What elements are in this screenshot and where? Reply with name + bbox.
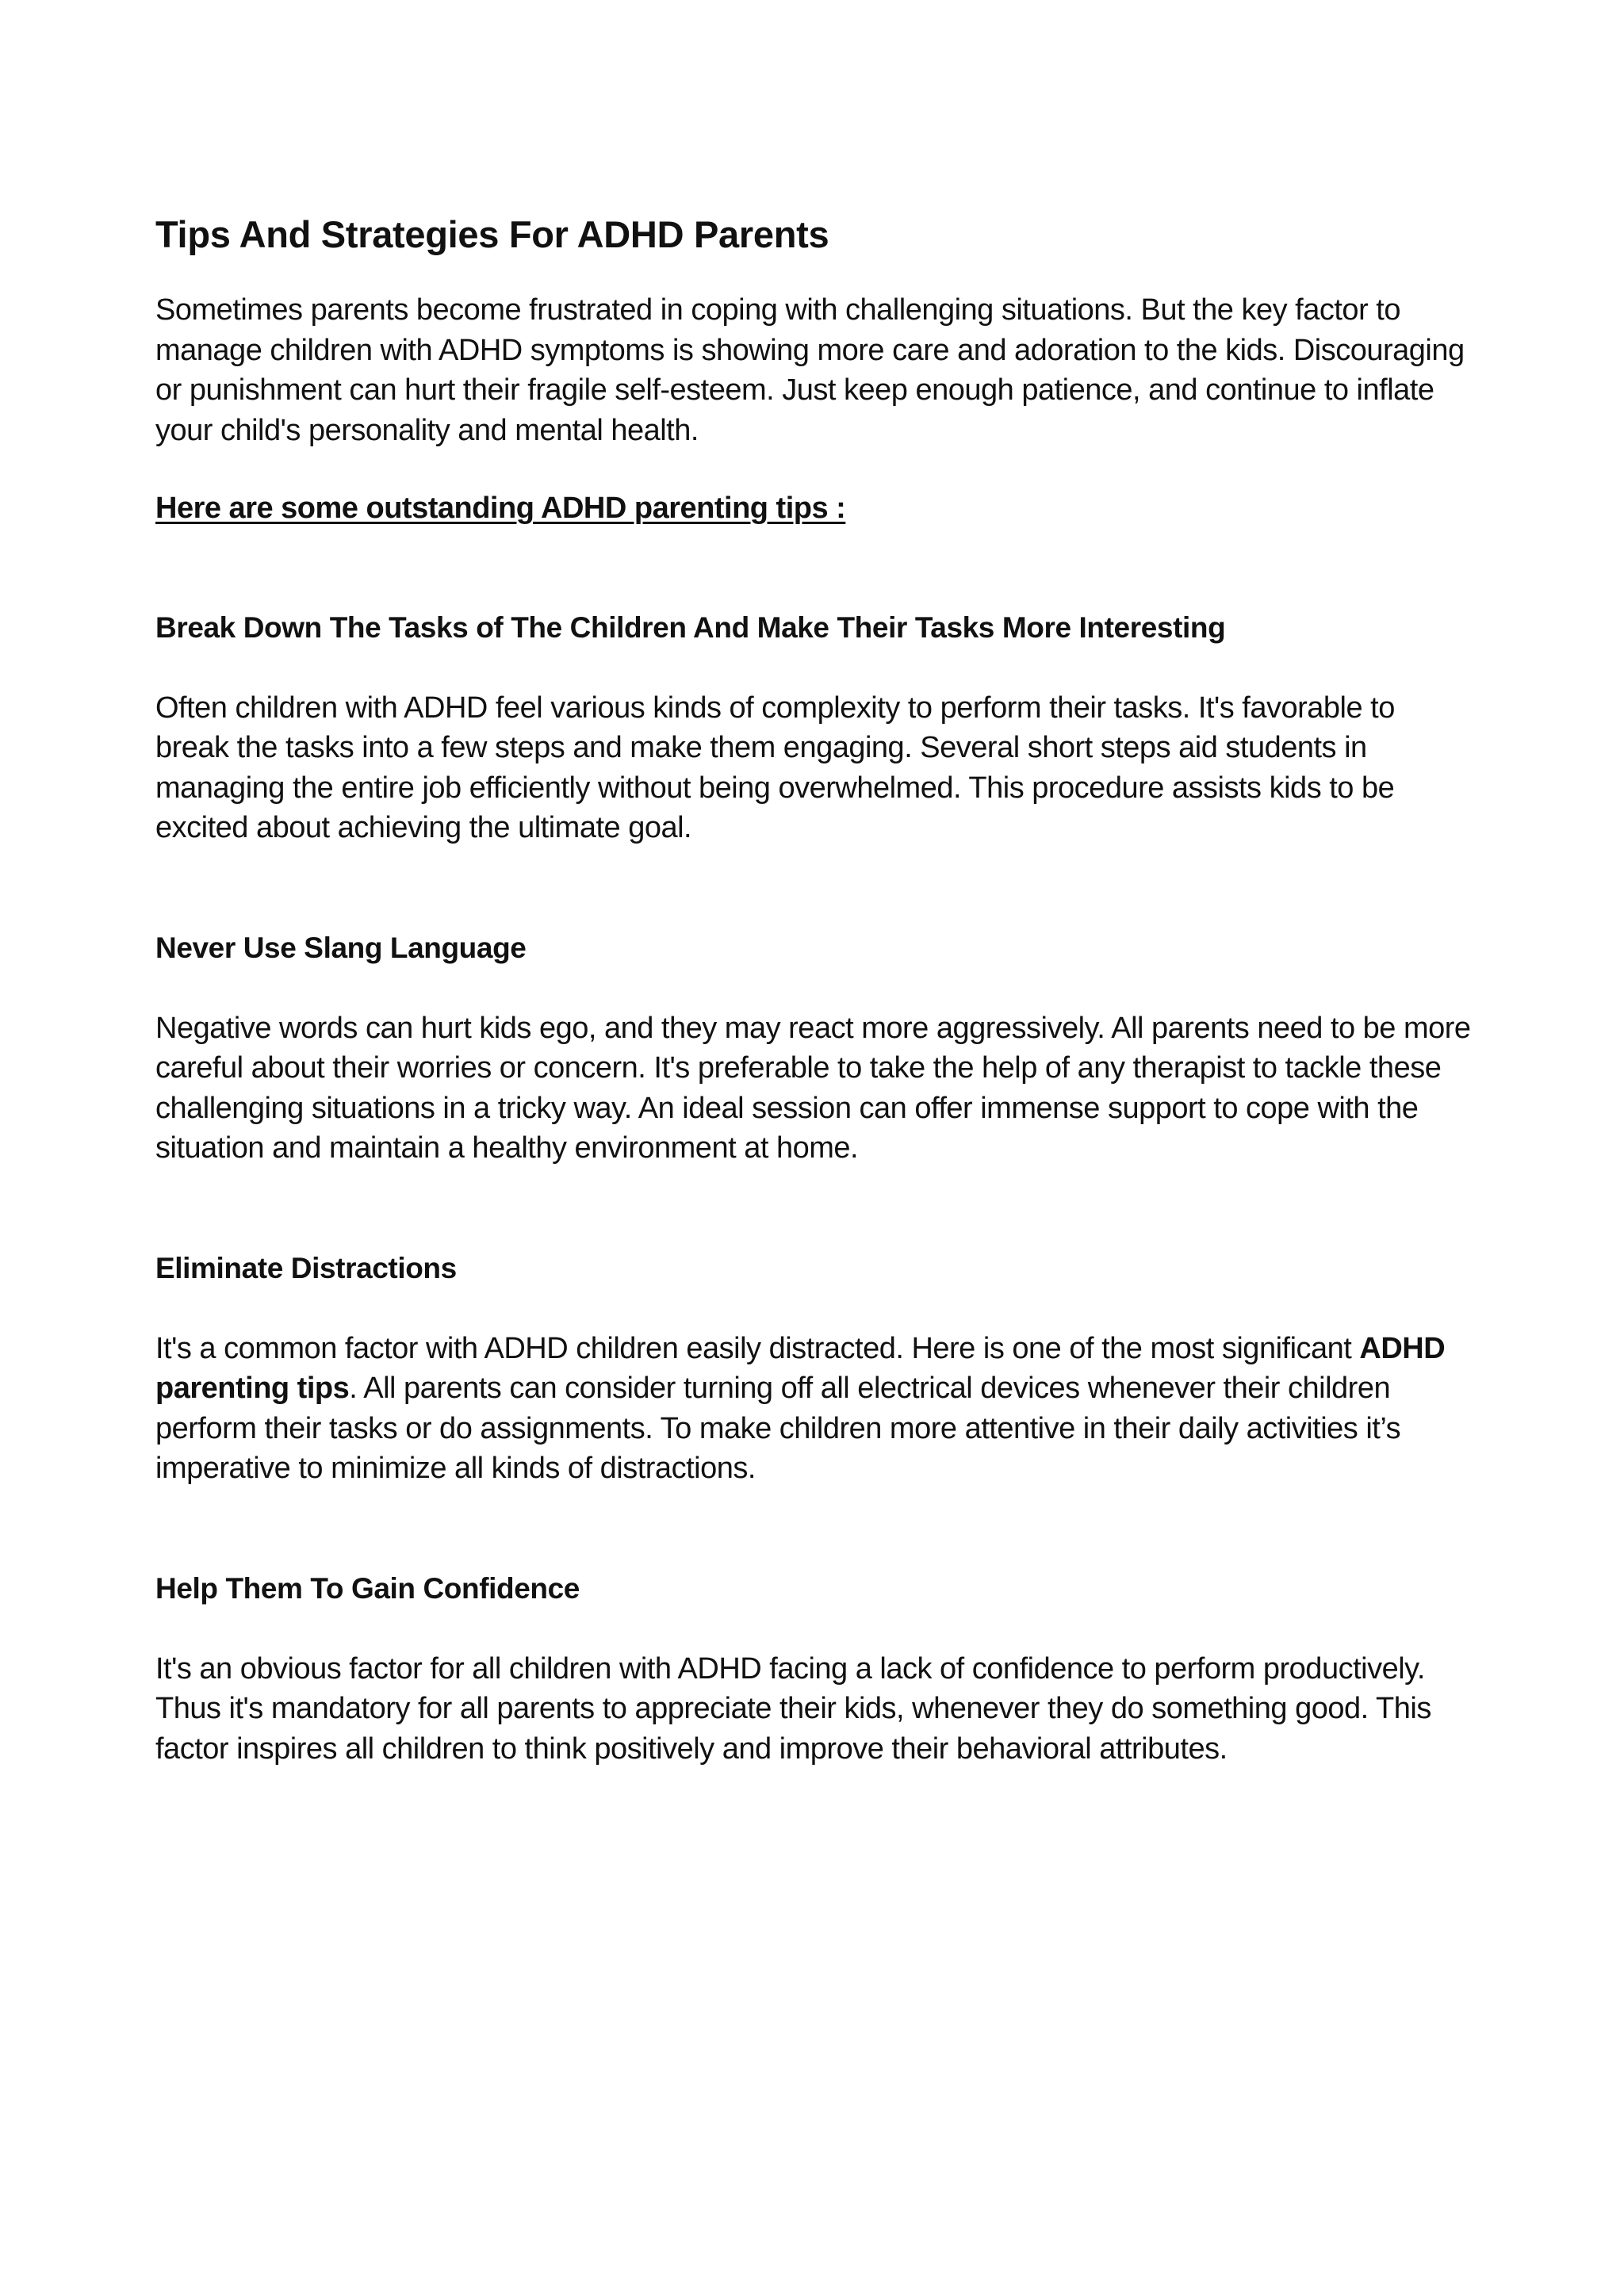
section-title: Eliminate Distractions [155, 1251, 457, 1284]
section-body: Often children with ADHD feel various kinds of complexity to perform their tasks. It's favorable to break the tasks into a few steps and make them engaging. Several short steps aid students in managing the entire job efficiently without being overwhelmed. This procedure assists kids to be excited about achieving the ultimate goal. [155, 691, 1395, 844]
section-title: Break Down The Tasks of The Children And Make Their Tasks More Interesting [155, 610, 1226, 644]
intro-paragraph: Sometimes parents become frustrated in coping with challenging situations. But the key factor to manage children with ADHD symptoms is showing more care and adoration to the kids. Discouraging or punishment can hurt their fragile self-esteem. Just keep enough patience, and continue to inflate your child's personality and mental health. [155, 293, 1465, 447]
section-body [155, 1329, 1472, 1489]
section-gain-confidence [155, 1569, 1472, 1770]
section-body: Negative words can hurt kids ego, and they may react more aggressively. All parents need to be more careful about their worries or concern. It's preferable to take the help of any therapist to tackle these challenging situations in a tricky way. An ideal session can offer immense support to cope with the situation and maintain a healthy environment at home. [155, 1011, 1471, 1165]
section-body-text: It's a common factor with ADHD children easily distracted. Here is one of the most significant [155, 1331, 1360, 1365]
section-body-text: . All parents can consider turning off all electrical devices whenever their children perform their tasks or do assignments. To make children more attentive in their daily activities it’s imperative to minimize all kinds of distractions. [155, 1372, 1401, 1485]
section-never-use-slang [155, 928, 1472, 1169]
document-page [155, 212, 1472, 1769]
tips-subheading: Here are some outstanding ADHD parenting tips : [155, 492, 846, 525]
section-eliminate-distractions [155, 1249, 1472, 1489]
section-body: It's an obvious factor for all children with ADHD facing a lack of confidence to perform productively. Thus it's mandatory for all parents to appreciate their kids, whenever they do something good. This factor inspires all children to think positively and improve their behavioral attributes. [155, 1651, 1431, 1766]
section-break-down-tasks [155, 608, 1472, 848]
section-title: Never Use Slang Language [155, 931, 527, 964]
section-body-bold-text: ADHD parenting tips [155, 1331, 1446, 1405]
page-title: Tips And Strategies For ADHD Parents [155, 213, 829, 255]
section-title: Help Them To Gain Confidence [155, 1571, 580, 1605]
